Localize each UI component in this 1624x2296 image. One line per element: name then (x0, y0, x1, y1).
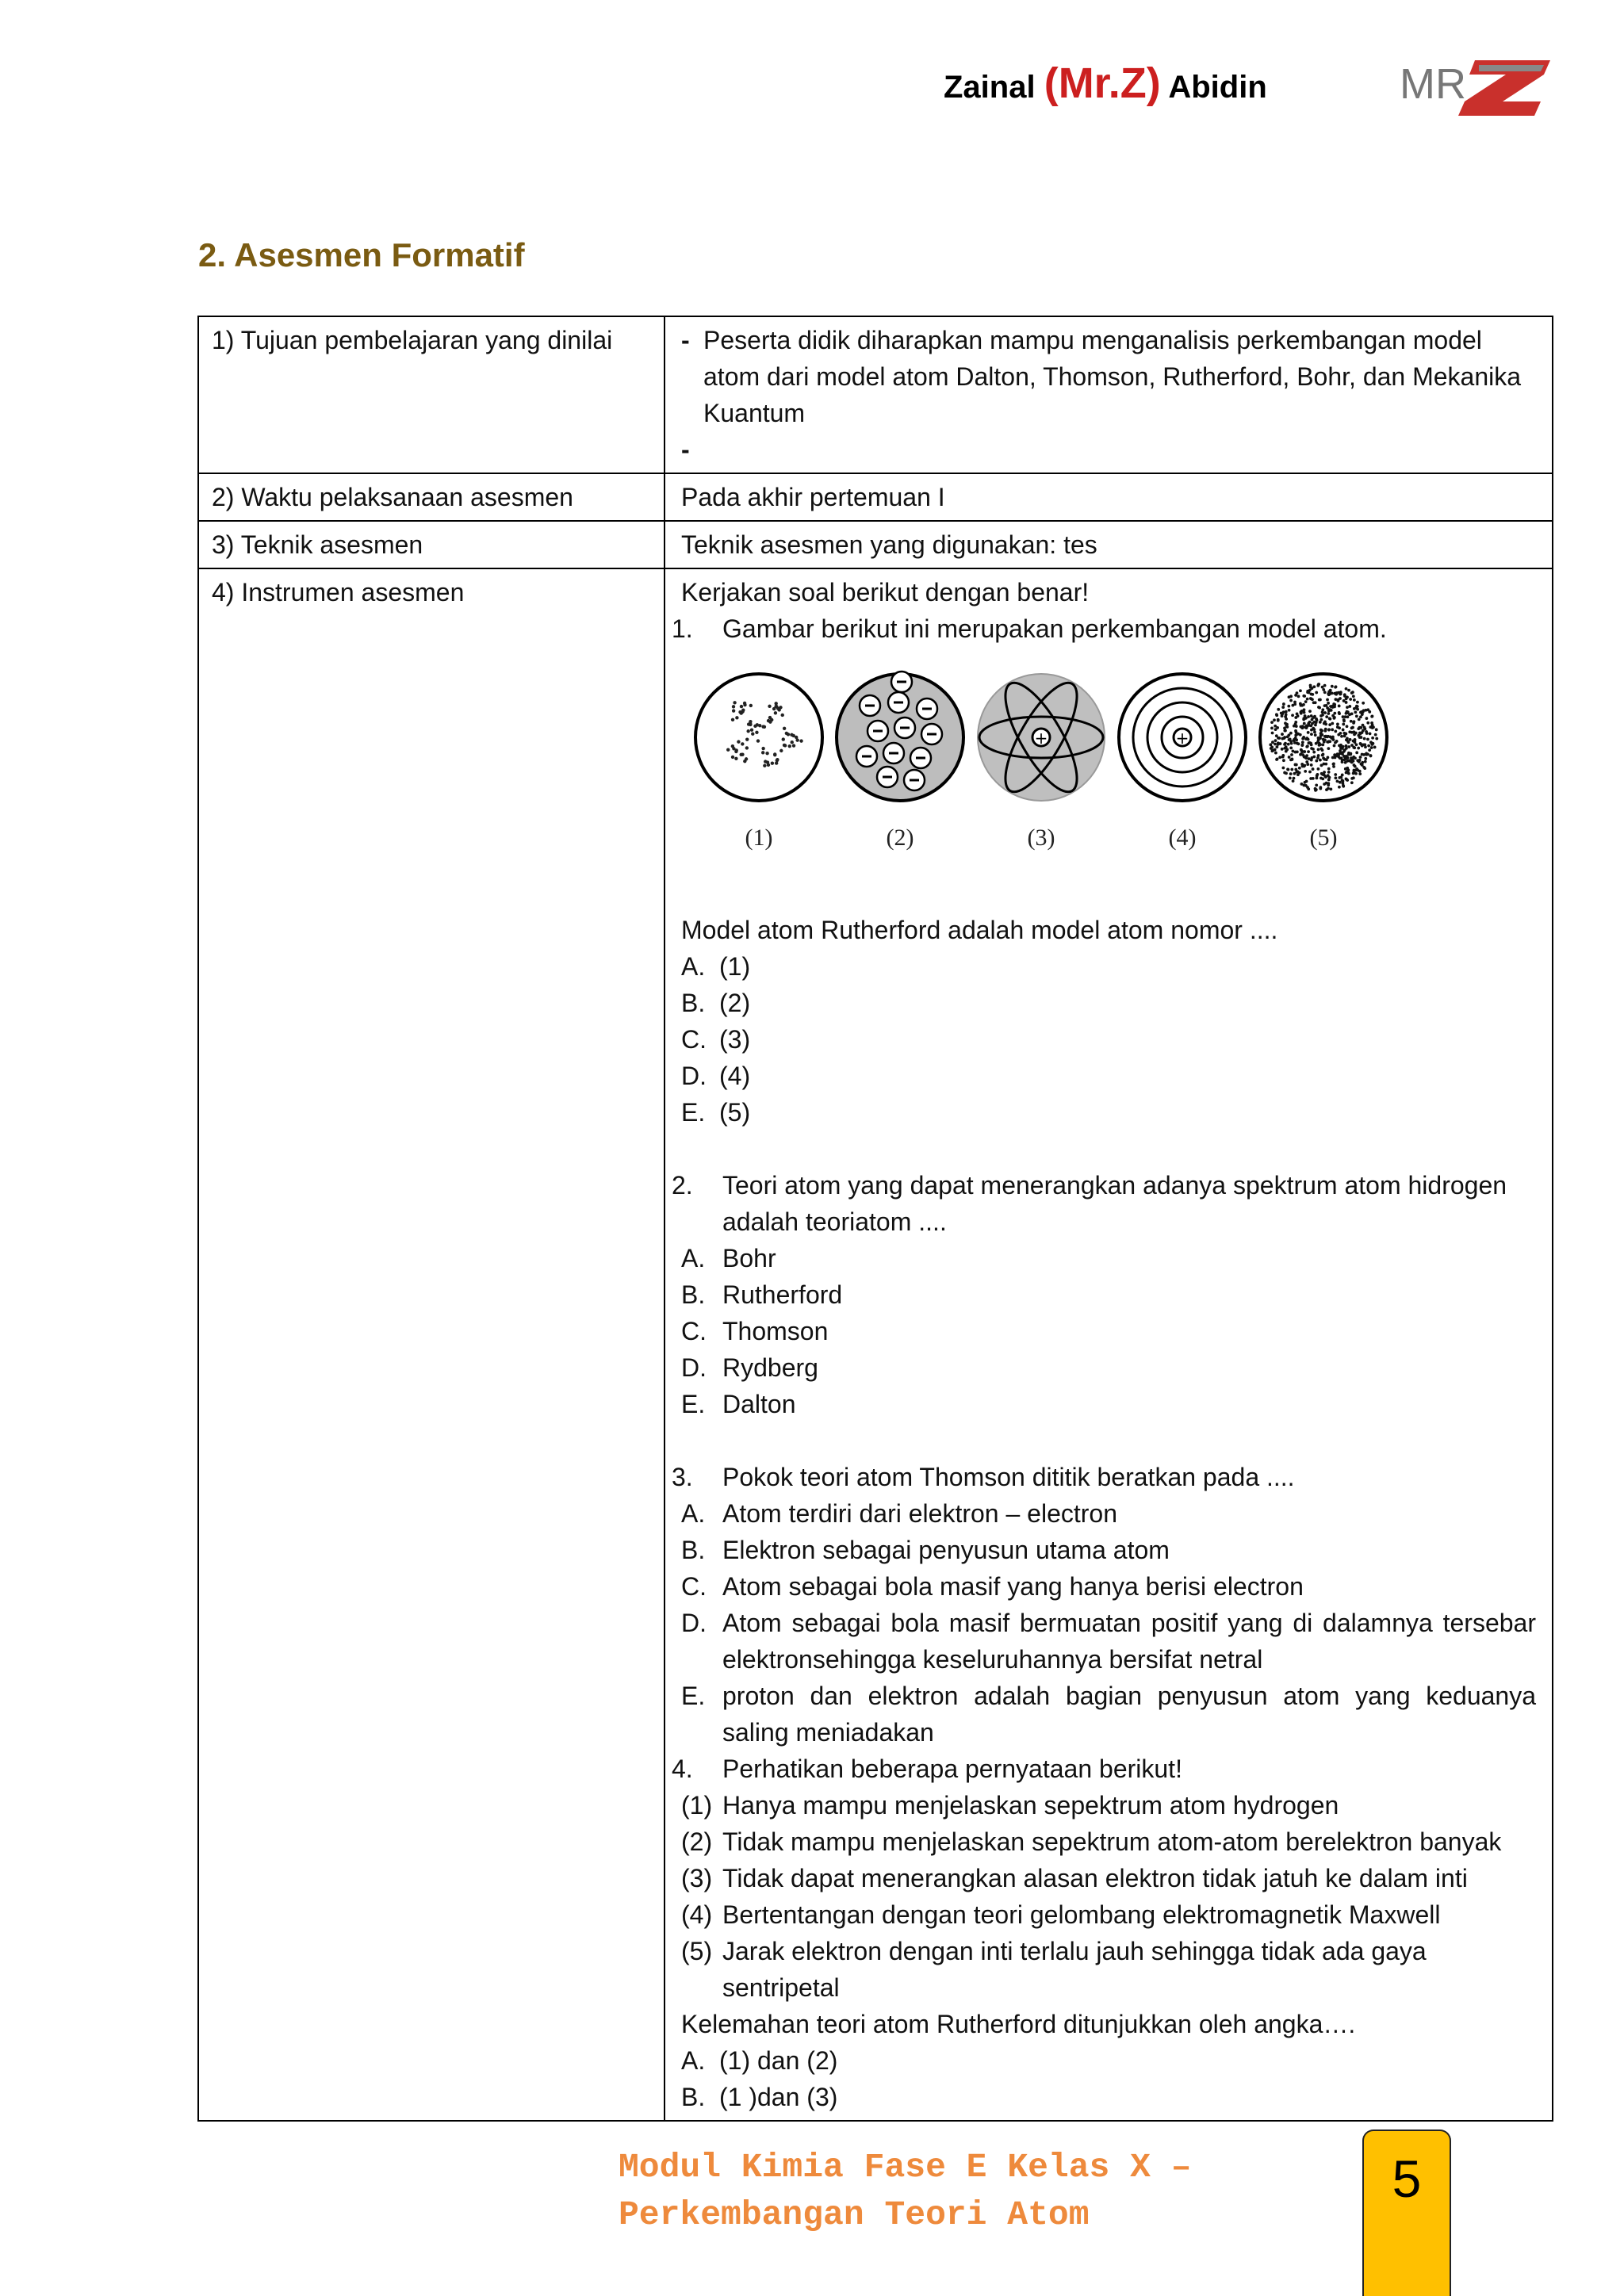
instructions: Kerjakan soal berikut dengan benar! (681, 578, 1090, 607)
row-value: Pada akhir pertemuan I (681, 483, 945, 511)
option-text: (2) (719, 989, 751, 1017)
statement-number: (3) (681, 1864, 713, 1892)
atom-model-1 (695, 674, 822, 801)
option-text: Atom terdiri dari elektron – electron (722, 1499, 1117, 1528)
option-text: (3) (719, 1025, 751, 1054)
question-number: 2. (672, 1171, 693, 1200)
option-letter: E. (681, 1390, 706, 1418)
statement-number: (5) (681, 1937, 713, 1965)
question-number: 1. (672, 614, 693, 643)
atom-model-3 (978, 673, 1105, 801)
list-item (681, 431, 1536, 468)
table-row (199, 522, 1552, 569)
svg-text:+: + (1175, 729, 1189, 748)
option-letter: A. (681, 1499, 706, 1528)
atom-label: (3) (1027, 825, 1055, 851)
statement-text: Jarak elektron dengan inti terlalu jauh sehingga tidak ada gaya sentripetal (722, 1937, 1427, 2002)
row-label: 3) Teknik asesmen (199, 522, 665, 568)
page-number-tab (1362, 2130, 1451, 2296)
atom-models-figure (681, 664, 1536, 902)
table-row (199, 569, 1552, 2120)
option (681, 1058, 1536, 1094)
atom-models-svg (694, 664, 1392, 902)
statement (681, 1896, 1536, 1933)
option-letter: B. (681, 1536, 706, 1564)
option-letter: C. (681, 1572, 707, 1601)
row-label: 2) Waktu pelaksanaan asesmen (199, 474, 665, 520)
question-4 (672, 1751, 1536, 1787)
atom-label: (5) (1309, 825, 1338, 851)
option-text: Rydberg (722, 1353, 818, 1382)
option (681, 1240, 1536, 1276)
option-letter: D. (681, 1609, 707, 1637)
option-text: (4) (719, 1062, 751, 1090)
footer-line-2: Perkembangan Teori Atom (619, 2195, 1090, 2234)
question-number: 4. (672, 1755, 693, 1783)
option (681, 948, 1536, 985)
atom-model-2 (837, 672, 963, 801)
svg-text:+: + (1034, 729, 1048, 748)
svg-text:MR: MR (1400, 60, 1466, 108)
atom-model-5 (1260, 674, 1387, 801)
option (681, 2042, 1536, 2079)
statement-number: (1) (681, 1791, 713, 1820)
section-title: 2. Asesmen Formatif (198, 236, 525, 274)
question-2 (672, 1167, 1536, 1240)
option-letter: E. (681, 1682, 706, 1710)
option (681, 1495, 1536, 1532)
option-letter: B. (681, 1280, 706, 1309)
question-number: 3. (672, 1463, 693, 1491)
option-letter: A. (681, 952, 706, 981)
statement-text: Bertentangan dengan teori gelombang elektromagnetik Maxwell (722, 1900, 1441, 1929)
option-text: Atom sebagai bola masif yang hanya berisi electron (722, 1572, 1304, 1601)
option (681, 1349, 1536, 1386)
dash-bullet: - (681, 435, 690, 464)
question-text: Gambar berikut ini merupakan perkembangan model atom. (722, 614, 1387, 643)
option-letter: C. (681, 1025, 707, 1054)
row-value (665, 569, 1552, 2120)
option-letter: A. (681, 2046, 706, 2075)
author-first-name: Zainal (944, 70, 1036, 105)
question-prompt: Kelemahan teori atom Rutherford ditunjukkan oleh angka…. (681, 2010, 1356, 2038)
row-value: Teknik asesmen yang digunakan: tes (681, 530, 1097, 559)
option-letter: A. (681, 1244, 706, 1272)
option-text: Atom sebagai bola masif bermuatan positif yang di dalamnya tersebar elektronsehingga keseluruhannya bersifat netral (722, 1609, 1536, 1674)
option (681, 1568, 1536, 1605)
assessment-table (197, 316, 1553, 2122)
statement-text: Tidak dapat menerangkan alasan elektron tidak jatuh ke dalam inti (722, 1864, 1468, 1892)
statement-text: Hanya mampu menjelaskan sepektrum atom hydrogen (722, 1791, 1339, 1820)
option-letter: B. (681, 989, 706, 1017)
option (681, 1313, 1536, 1349)
option (681, 1678, 1536, 1751)
statement-number: (4) (681, 1900, 713, 1929)
option-text: Elektron sebagai penyusun utama atom (722, 1536, 1170, 1564)
option (681, 1605, 1536, 1678)
option-letter: B. (681, 2083, 706, 2111)
atom-model-4 (1119, 674, 1246, 801)
statement (681, 1823, 1536, 1860)
option (681, 1532, 1536, 1568)
option-text: Rutherford (722, 1280, 843, 1309)
option-letter: C. (681, 1317, 707, 1345)
row-label: 4) Instrumen asesmen (199, 569, 665, 2120)
option-text: (1) dan (2) (719, 2046, 838, 2075)
option (681, 1386, 1536, 1422)
question-text: Perhatikan beberapa pernyataan berikut! (722, 1755, 1182, 1783)
page-header (944, 49, 1562, 121)
option-letter: D. (681, 1353, 707, 1382)
dash-bullet: - (681, 326, 690, 354)
row-label: 1) Tujuan pembelajaran yang dinilai (199, 317, 665, 473)
page-number: 5 (1392, 2149, 1422, 2208)
question-3 (672, 1459, 1536, 1495)
option (681, 2079, 1536, 2115)
option-text: Dalton (722, 1390, 796, 1418)
atom-label: (4) (1168, 825, 1197, 851)
question-prompt: Model atom Rutherford adalah model atom nomor .... (681, 916, 1278, 944)
footer-module-title (619, 2144, 1192, 2239)
row-value (665, 317, 1552, 473)
statement-number: (2) (681, 1827, 713, 1856)
option (681, 1276, 1536, 1313)
table-row (199, 317, 1552, 474)
statement (681, 1860, 1536, 1896)
option (681, 1021, 1536, 1058)
list-item (681, 322, 1536, 431)
question-text: Pokok teori atom Thomson dititik beratkan pada .... (722, 1463, 1295, 1491)
option-letter: E. (681, 1098, 706, 1127)
objective-text: Peserta didik diharapkan mampu menganalisis perkembangan model atom dari model atom Dalton, Thomson, Rutherford, Bohr, dan Mekanika Kuantum (703, 326, 1522, 427)
author-nickname: (Mr.Z) (1044, 59, 1161, 107)
option-text: (1) (719, 952, 751, 981)
statement (681, 1787, 1536, 1823)
statement (681, 1933, 1536, 2006)
table-row (199, 474, 1552, 522)
option-text: Thomson (722, 1317, 829, 1345)
statement-text: Tidak mampu menjelaskan sepektrum atom-atom berelektron banyak (722, 1827, 1502, 1856)
footer-line-1: Modul Kimia Fase E Kelas X – (619, 2148, 1192, 2187)
atom-label: (1) (745, 825, 773, 851)
option-text: Bohr (722, 1244, 776, 1272)
author-name (944, 59, 1267, 108)
author-last-name: Abidin (1168, 70, 1267, 105)
option-text: (5) (719, 1098, 751, 1127)
atom-label: (2) (886, 825, 914, 851)
option-text: (1 )dan (3) (719, 2083, 838, 2111)
option-letter: D. (681, 1062, 707, 1090)
question-text: Teori atom yang dapat menerangkan adanya spektrum atom hidrogen adalah teoriatom .... (722, 1171, 1507, 1236)
option (681, 985, 1536, 1021)
question-1 (672, 610, 1536, 647)
mrz-logo (1400, 49, 1566, 121)
option (681, 1094, 1536, 1131)
option-text: proton dan elektron adalah bagian penyusun atom yang keduanya saling meniadakan (722, 1682, 1536, 1747)
